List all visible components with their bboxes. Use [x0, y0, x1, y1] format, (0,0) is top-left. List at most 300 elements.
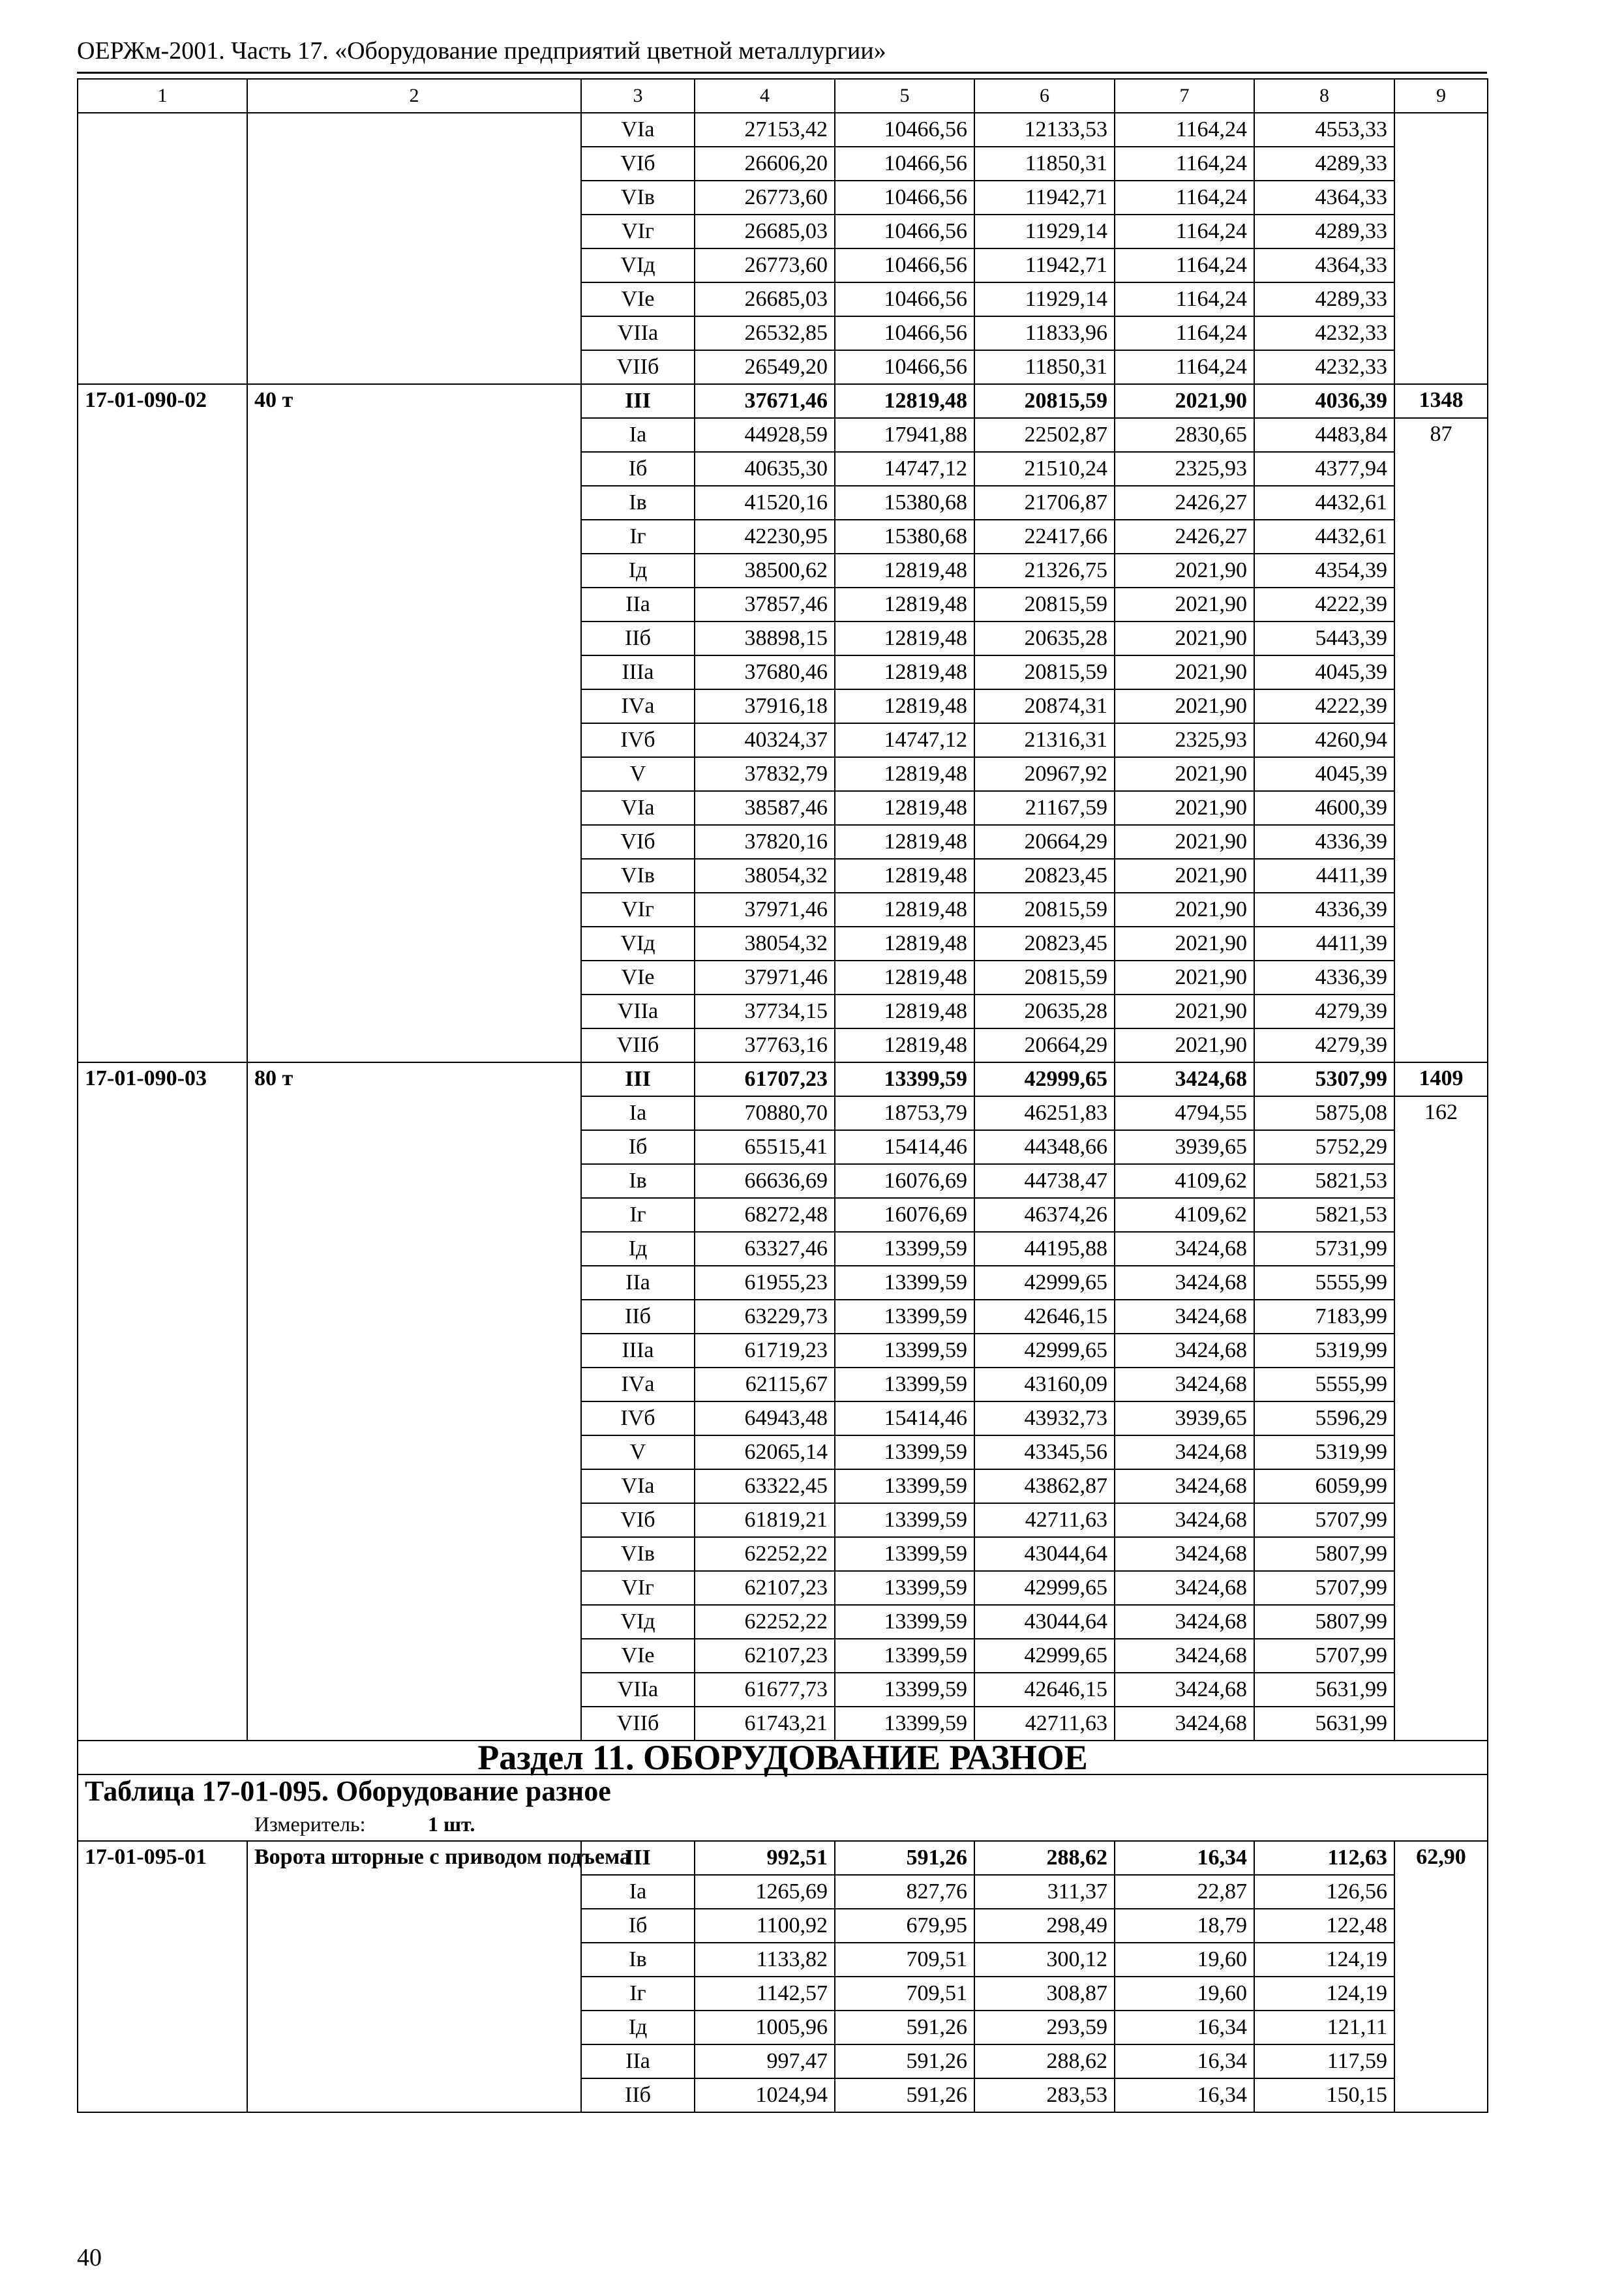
machines-cell: 42999,65 [974, 1266, 1115, 1300]
materials-cell: 4260,94 [1254, 723, 1394, 757]
machinist-wages-cell: 3424,68 [1115, 1469, 1254, 1503]
materials-cell: 4045,39 [1254, 757, 1394, 791]
machines-cell: 293,59 [974, 2011, 1115, 2044]
zone-cell: VIIа [581, 316, 695, 350]
materials-cell: 124,19 [1254, 1977, 1394, 2011]
materials-cell: 4364,33 [1254, 248, 1394, 282]
wages-cell: 12819,48 [835, 893, 974, 927]
total-cost-cell: 41520,16 [695, 486, 835, 520]
zone-cell: VIд [581, 1605, 695, 1639]
wages-cell: 13399,59 [835, 1605, 974, 1639]
materials-cell: 4336,39 [1254, 893, 1394, 927]
machinist-wages-cell: 3424,68 [1115, 1368, 1254, 1401]
machinist-wages-cell: 2021,90 [1115, 621, 1254, 655]
total-cost-cell: 61819,21 [695, 1503, 835, 1537]
wages-cell: 13399,59 [835, 1300, 974, 1334]
zone-cell: Iд [581, 554, 695, 588]
materials-cell: 5319,99 [1254, 1334, 1394, 1368]
zone-cell: VIв [581, 859, 695, 893]
wages-cell: 10466,56 [835, 248, 974, 282]
total-cost-cell: 64943,48 [695, 1401, 835, 1435]
materials-cell: 126,56 [1254, 1875, 1394, 1909]
total-cost-cell: 1005,96 [695, 2011, 835, 2044]
wages-cell: 12819,48 [835, 995, 974, 1028]
machines-cell: 43932,73 [974, 1401, 1115, 1435]
zone-cell: III [581, 1841, 695, 1875]
zone-cell: Iг [581, 1198, 695, 1232]
total-cost-cell: 26773,60 [695, 248, 835, 282]
total-cost-cell: 62252,22 [695, 1605, 835, 1639]
machines-cell: 21316,31 [974, 723, 1115, 757]
machinist-wages-cell: 3939,65 [1115, 1130, 1254, 1164]
machinist-wages-cell: 4109,62 [1115, 1198, 1254, 1232]
zone-cell: VIа [581, 113, 695, 147]
machines-cell: 20635,28 [974, 995, 1115, 1028]
wages-cell: 13399,59 [835, 1707, 974, 1741]
machinist-wages-cell: 2325,93 [1115, 452, 1254, 486]
materials-cell: 4289,33 [1254, 282, 1394, 316]
wages-cell: 12819,48 [835, 961, 974, 995]
materials-cell: 4336,39 [1254, 825, 1394, 859]
machinist-wages-cell: 4109,62 [1115, 1164, 1254, 1198]
materials-cell: 5807,99 [1254, 1605, 1394, 1639]
total-cost-cell: 37820,16 [695, 825, 835, 859]
machines-cell: 20823,45 [974, 927, 1115, 961]
machines-cell: 20815,59 [974, 588, 1115, 621]
zone-cell: IIIа [581, 1334, 695, 1368]
machines-cell: 22502,87 [974, 418, 1115, 452]
zone-cell: VIг [581, 893, 695, 927]
zone-cell: Iв [581, 1164, 695, 1198]
total-cost-cell: 992,51 [695, 1841, 835, 1875]
zone-cell: IIб [581, 621, 695, 655]
zone-cell: V [581, 757, 695, 791]
machines-cell: 42999,65 [974, 1062, 1115, 1096]
machines-cell: 42646,15 [974, 1673, 1115, 1707]
machines-cell: 42711,63 [974, 1503, 1115, 1537]
total-cost-cell: 26532,85 [695, 316, 835, 350]
materials-cell: 4377,94 [1254, 452, 1394, 486]
wages-cell: 12819,48 [835, 621, 974, 655]
column-number: 1 [78, 79, 247, 113]
machines-cell: 21326,75 [974, 554, 1115, 588]
machinist-wages-cell: 1164,24 [1115, 316, 1254, 350]
machines-cell: 11929,14 [974, 215, 1115, 248]
wages-cell: 13399,59 [835, 1673, 974, 1707]
wages-cell: 10466,56 [835, 113, 974, 147]
materials-cell: 4289,33 [1254, 147, 1394, 181]
zone-cell: III [581, 384, 695, 418]
wages-cell: 13399,59 [835, 1503, 974, 1537]
column-number: 3 [581, 79, 695, 113]
materials-cell: 5631,99 [1254, 1673, 1394, 1707]
total-cost-cell: 61743,21 [695, 1707, 835, 1741]
total-cost-cell: 38500,62 [695, 554, 835, 588]
machinist-wages-cell: 1164,24 [1115, 350, 1254, 384]
machines-cell: 298,49 [974, 1909, 1115, 1943]
total-cost-cell: 37916,18 [695, 689, 835, 723]
materials-cell: 4432,61 [1254, 486, 1394, 520]
machines-cell: 20815,59 [974, 655, 1115, 689]
machines-cell: 22417,66 [974, 520, 1115, 554]
wages-cell: 679,95 [835, 1909, 974, 1943]
labor-cell: 62,90 [1394, 1841, 1488, 2112]
machines-cell: 42999,65 [974, 1571, 1115, 1605]
materials-cell: 4036,39 [1254, 384, 1394, 418]
machines-cell: 21167,59 [974, 791, 1115, 825]
meter-label: Измеритель: [254, 1812, 366, 1836]
machines-cell: 43044,64 [974, 1537, 1115, 1571]
wages-cell: 12819,48 [835, 689, 974, 723]
materials-cell: 5707,99 [1254, 1503, 1394, 1537]
total-cost-cell: 62065,14 [695, 1435, 835, 1469]
materials-cell: 4336,39 [1254, 961, 1394, 995]
materials-cell: 4279,39 [1254, 1028, 1394, 1062]
meter-cell [78, 1808, 1488, 1841]
wages-cell: 12819,48 [835, 655, 974, 689]
machines-cell: 288,62 [974, 1841, 1115, 1875]
zone-cell: VIб [581, 825, 695, 859]
machinist-wages-cell: 3424,68 [1115, 1639, 1254, 1673]
zone-cell: IIа [581, 2044, 695, 2078]
machines-cell: 20664,29 [974, 825, 1115, 859]
zone-cell: IIа [581, 588, 695, 621]
machinist-wages-cell: 3424,68 [1115, 1334, 1254, 1368]
table-title-row [78, 1774, 1488, 1808]
machines-cell: 46374,26 [974, 1198, 1115, 1232]
machines-cell: 20635,28 [974, 621, 1115, 655]
zone-cell: IVа [581, 689, 695, 723]
table-body [78, 79, 1488, 2112]
name-cell: 40 т [247, 384, 581, 1062]
machines-cell: 43160,09 [974, 1368, 1115, 1401]
total-cost-cell: 1100,92 [695, 1909, 835, 1943]
zone-cell: VIе [581, 282, 695, 316]
machines-cell: 283,53 [974, 2078, 1115, 2112]
zone-cell: VIIб [581, 350, 695, 384]
code-cell: 17-01-090-02 [78, 384, 247, 1062]
machines-cell: 42999,65 [974, 1639, 1115, 1673]
wages-cell: 10466,56 [835, 316, 974, 350]
total-cost-cell: 38054,32 [695, 927, 835, 961]
document-body [77, 78, 1487, 2113]
machinist-wages-cell: 19,60 [1115, 1943, 1254, 1977]
machinist-wages-cell: 3424,68 [1115, 1062, 1254, 1096]
zone-cell: Iа [581, 418, 695, 452]
total-cost-cell: 65515,41 [695, 1130, 835, 1164]
wages-cell: 13399,59 [835, 1469, 974, 1503]
column-number: 5 [835, 79, 974, 113]
norms-table [77, 78, 1488, 2113]
materials-cell: 4232,33 [1254, 350, 1394, 384]
zone-cell: VIб [581, 1503, 695, 1537]
materials-cell: 5319,99 [1254, 1435, 1394, 1469]
materials-cell: 117,59 [1254, 2044, 1394, 2078]
total-cost-cell: 26773,60 [695, 181, 835, 215]
materials-cell: 4045,39 [1254, 655, 1394, 689]
column-number-row [78, 79, 1488, 113]
wages-cell: 10466,56 [835, 350, 974, 384]
zone-cell: VIв [581, 1537, 695, 1571]
machinist-wages-cell: 16,34 [1115, 2011, 1254, 2044]
section-heading-row [78, 1741, 1488, 1774]
machinist-wages-cell: 2021,90 [1115, 961, 1254, 995]
materials-cell: 4232,33 [1254, 316, 1394, 350]
materials-cell: 5752,29 [1254, 1130, 1394, 1164]
zone-cell: VIIа [581, 1673, 695, 1707]
machines-cell: 20815,59 [974, 893, 1115, 927]
total-cost-cell: 37763,16 [695, 1028, 835, 1062]
machines-cell: 43862,87 [974, 1469, 1115, 1503]
labor-cell: 1348 [1394, 384, 1488, 418]
wages-cell: 12819,48 [835, 757, 974, 791]
zone-cell: VIа [581, 791, 695, 825]
machines-cell: 42646,15 [974, 1300, 1115, 1334]
total-cost-cell: 40324,37 [695, 723, 835, 757]
materials-cell: 5821,53 [1254, 1164, 1394, 1198]
machinist-wages-cell: 3424,68 [1115, 1300, 1254, 1334]
total-cost-cell: 37680,46 [695, 655, 835, 689]
total-cost-cell: 26549,20 [695, 350, 835, 384]
total-cost-cell: 27153,42 [695, 113, 835, 147]
materials-cell: 4222,39 [1254, 588, 1394, 621]
wages-cell: 12819,48 [835, 554, 974, 588]
column-number: 7 [1115, 79, 1254, 113]
wages-cell: 591,26 [835, 2044, 974, 2078]
materials-cell: 4222,39 [1254, 689, 1394, 723]
total-cost-cell: 26685,03 [695, 215, 835, 248]
machines-cell: 20664,29 [974, 1028, 1115, 1062]
wages-cell: 827,76 [835, 1875, 974, 1909]
wages-cell: 10466,56 [835, 215, 974, 248]
machinist-wages-cell: 2021,90 [1115, 1028, 1254, 1062]
materials-cell: 5631,99 [1254, 1707, 1394, 1741]
machines-cell: 44348,66 [974, 1130, 1115, 1164]
total-cost-cell: 62107,23 [695, 1639, 835, 1673]
materials-cell: 4279,39 [1254, 995, 1394, 1028]
materials-cell: 4483,84 [1254, 418, 1394, 452]
machinist-wages-cell: 2426,27 [1115, 486, 1254, 520]
wages-cell: 591,26 [835, 2011, 974, 2044]
total-cost-cell: 68272,48 [695, 1198, 835, 1232]
wages-cell: 12819,48 [835, 1028, 974, 1062]
wages-cell: 10466,56 [835, 181, 974, 215]
total-cost-cell: 1024,94 [695, 2078, 835, 2112]
labor-cell: 87 [1394, 418, 1488, 1062]
machinist-wages-cell: 1164,24 [1115, 282, 1254, 316]
machines-cell: 21706,87 [974, 486, 1115, 520]
machines-cell: 20874,31 [974, 689, 1115, 723]
total-cost-cell: 63327,46 [695, 1232, 835, 1266]
wages-cell: 16076,69 [835, 1198, 974, 1232]
table-row [78, 384, 1488, 418]
materials-cell: 5821,53 [1254, 1198, 1394, 1232]
zone-cell: VIг [581, 215, 695, 248]
wages-cell: 18753,79 [835, 1096, 974, 1130]
machinist-wages-cell: 16,34 [1115, 2078, 1254, 2112]
machines-cell: 311,37 [974, 1875, 1115, 1909]
machinist-wages-cell: 1164,24 [1115, 248, 1254, 282]
machines-cell: 288,62 [974, 2044, 1115, 2078]
total-cost-cell: 61677,73 [695, 1673, 835, 1707]
machinist-wages-cell: 3424,68 [1115, 1673, 1254, 1707]
labor-cell [1394, 113, 1488, 384]
column-number: 8 [1254, 79, 1394, 113]
total-cost-cell: 70880,70 [695, 1096, 835, 1130]
materials-cell: 4600,39 [1254, 791, 1394, 825]
materials-cell: 4432,61 [1254, 520, 1394, 554]
total-cost-cell: 61707,23 [695, 1062, 835, 1096]
machinist-wages-cell: 2021,90 [1115, 893, 1254, 927]
total-cost-cell: 37671,46 [695, 384, 835, 418]
wages-cell: 12819,48 [835, 825, 974, 859]
zone-cell: V [581, 1435, 695, 1469]
total-cost-cell: 37734,15 [695, 995, 835, 1028]
machines-cell: 46251,83 [974, 1096, 1115, 1130]
name-cell [247, 113, 581, 384]
zone-cell: IIб [581, 2078, 695, 2112]
wages-cell: 13399,59 [835, 1334, 974, 1368]
machines-cell: 20823,45 [974, 859, 1115, 893]
total-cost-cell: 40635,30 [695, 452, 835, 486]
code-cell [78, 113, 247, 384]
total-cost-cell: 62252,22 [695, 1537, 835, 1571]
zone-cell: IVа [581, 1368, 695, 1401]
wages-cell: 13399,59 [835, 1537, 974, 1571]
materials-cell: 5707,99 [1254, 1571, 1394, 1605]
machinist-wages-cell: 2021,90 [1115, 825, 1254, 859]
zone-cell: Iв [581, 486, 695, 520]
materials-cell: 6059,99 [1254, 1469, 1394, 1503]
zone-cell: Iа [581, 1096, 695, 1130]
materials-cell: 4553,33 [1254, 113, 1394, 147]
wages-cell: 12819,48 [835, 791, 974, 825]
total-cost-cell: 37971,46 [695, 961, 835, 995]
machinist-wages-cell: 16,34 [1115, 2044, 1254, 2078]
section-heading: Раздел 11. ОБОРУДОВАНИЕ РАЗНОЕ [78, 1741, 1488, 1774]
total-cost-cell: 63322,45 [695, 1469, 835, 1503]
total-cost-cell: 997,47 [695, 2044, 835, 2078]
wages-cell: 15414,46 [835, 1401, 974, 1435]
total-cost-cell: 62107,23 [695, 1571, 835, 1605]
meter-value: 1 шт. [428, 1812, 475, 1836]
column-number: 4 [695, 79, 835, 113]
machinist-wages-cell: 22,87 [1115, 1875, 1254, 1909]
materials-cell: 150,15 [1254, 2078, 1394, 2112]
wages-cell: 13399,59 [835, 1639, 974, 1673]
total-cost-cell: 66636,69 [695, 1164, 835, 1198]
zone-cell: VIг [581, 1571, 695, 1605]
total-cost-cell: 37832,79 [695, 757, 835, 791]
machinist-wages-cell: 1164,24 [1115, 113, 1254, 147]
materials-cell: 122,48 [1254, 1909, 1394, 1943]
materials-cell: 5807,99 [1254, 1537, 1394, 1571]
zone-cell: Iб [581, 452, 695, 486]
zone-cell: IIб [581, 1300, 695, 1334]
machinist-wages-cell: 2021,90 [1115, 791, 1254, 825]
zone-cell: VIе [581, 961, 695, 995]
machinist-wages-cell: 2021,90 [1115, 588, 1254, 621]
materials-cell: 5731,99 [1254, 1232, 1394, 1266]
wages-cell: 709,51 [835, 1977, 974, 2011]
machinist-wages-cell: 2021,90 [1115, 384, 1254, 418]
wages-cell: 591,26 [835, 1841, 974, 1875]
wages-cell: 17941,88 [835, 418, 974, 452]
machinist-wages-cell: 3424,68 [1115, 1707, 1254, 1741]
total-cost-cell: 37857,46 [695, 588, 835, 621]
machinist-wages-cell: 2830,65 [1115, 418, 1254, 452]
zone-cell: VIIа [581, 995, 695, 1028]
wages-cell: 15414,46 [835, 1130, 974, 1164]
machinist-wages-cell: 2021,90 [1115, 757, 1254, 791]
total-cost-cell: 1133,82 [695, 1943, 835, 1977]
machines-cell: 11929,14 [974, 282, 1115, 316]
total-cost-cell: 44928,59 [695, 418, 835, 452]
labor-cell: 1409 [1394, 1062, 1488, 1096]
total-cost-cell: 1142,57 [695, 1977, 835, 2011]
zone-cell: Iа [581, 1875, 695, 1909]
table-row [78, 113, 1488, 147]
machines-cell: 11850,31 [974, 147, 1115, 181]
machines-cell: 11942,71 [974, 181, 1115, 215]
machinist-wages-cell: 2426,27 [1115, 520, 1254, 554]
zone-cell: III [581, 1062, 695, 1096]
total-cost-cell: 38898,15 [695, 621, 835, 655]
wages-cell: 591,26 [835, 2078, 974, 2112]
labor-cell: 162 [1394, 1096, 1488, 1741]
page-number: 40 [77, 2244, 102, 2271]
machinist-wages-cell: 2021,90 [1115, 554, 1254, 588]
machinist-wages-cell: 3424,68 [1115, 1266, 1254, 1300]
materials-cell: 4411,39 [1254, 859, 1394, 893]
machines-cell: 21510,24 [974, 452, 1115, 486]
machines-cell: 300,12 [974, 1943, 1115, 1977]
wages-cell: 12819,48 [835, 588, 974, 621]
materials-cell: 112,63 [1254, 1841, 1394, 1875]
wages-cell: 13399,59 [835, 1266, 974, 1300]
machinist-wages-cell: 1164,24 [1115, 147, 1254, 181]
zone-cell: VIIб [581, 1707, 695, 1741]
zone-cell: Iд [581, 1232, 695, 1266]
page-header: ОЕРЖм-2001. Часть 17. «Оборудование предприятий цветной металлургии» [77, 37, 886, 65]
machines-cell: 20967,92 [974, 757, 1115, 791]
materials-cell: 121,11 [1254, 2011, 1394, 2044]
zone-cell: Iд [581, 2011, 695, 2044]
total-cost-cell: 42230,95 [695, 520, 835, 554]
zone-cell: Iб [581, 1130, 695, 1164]
table-row [78, 1841, 1488, 1875]
name-cell: Ворота шторные с приводом подъема [247, 1841, 581, 2112]
machinist-wages-cell: 2021,90 [1115, 995, 1254, 1028]
materials-cell: 4364,33 [1254, 181, 1394, 215]
machines-cell: 12133,53 [974, 113, 1115, 147]
machinist-wages-cell: 3424,68 [1115, 1435, 1254, 1469]
zone-cell: Iб [581, 1909, 695, 1943]
wages-cell: 709,51 [835, 1943, 974, 1977]
total-cost-cell: 62115,67 [695, 1368, 835, 1401]
header-rule [77, 72, 1487, 74]
total-cost-cell: 26606,20 [695, 147, 835, 181]
wages-cell: 14747,12 [835, 723, 974, 757]
machines-cell: 20815,59 [974, 384, 1115, 418]
zone-cell: IVб [581, 1401, 695, 1435]
wages-cell: 16076,69 [835, 1164, 974, 1198]
machines-cell: 308,87 [974, 1977, 1115, 2011]
meter-row [78, 1808, 1488, 1841]
total-cost-cell: 38054,32 [695, 859, 835, 893]
machinist-wages-cell: 1164,24 [1115, 215, 1254, 248]
wages-cell: 15380,68 [835, 486, 974, 520]
